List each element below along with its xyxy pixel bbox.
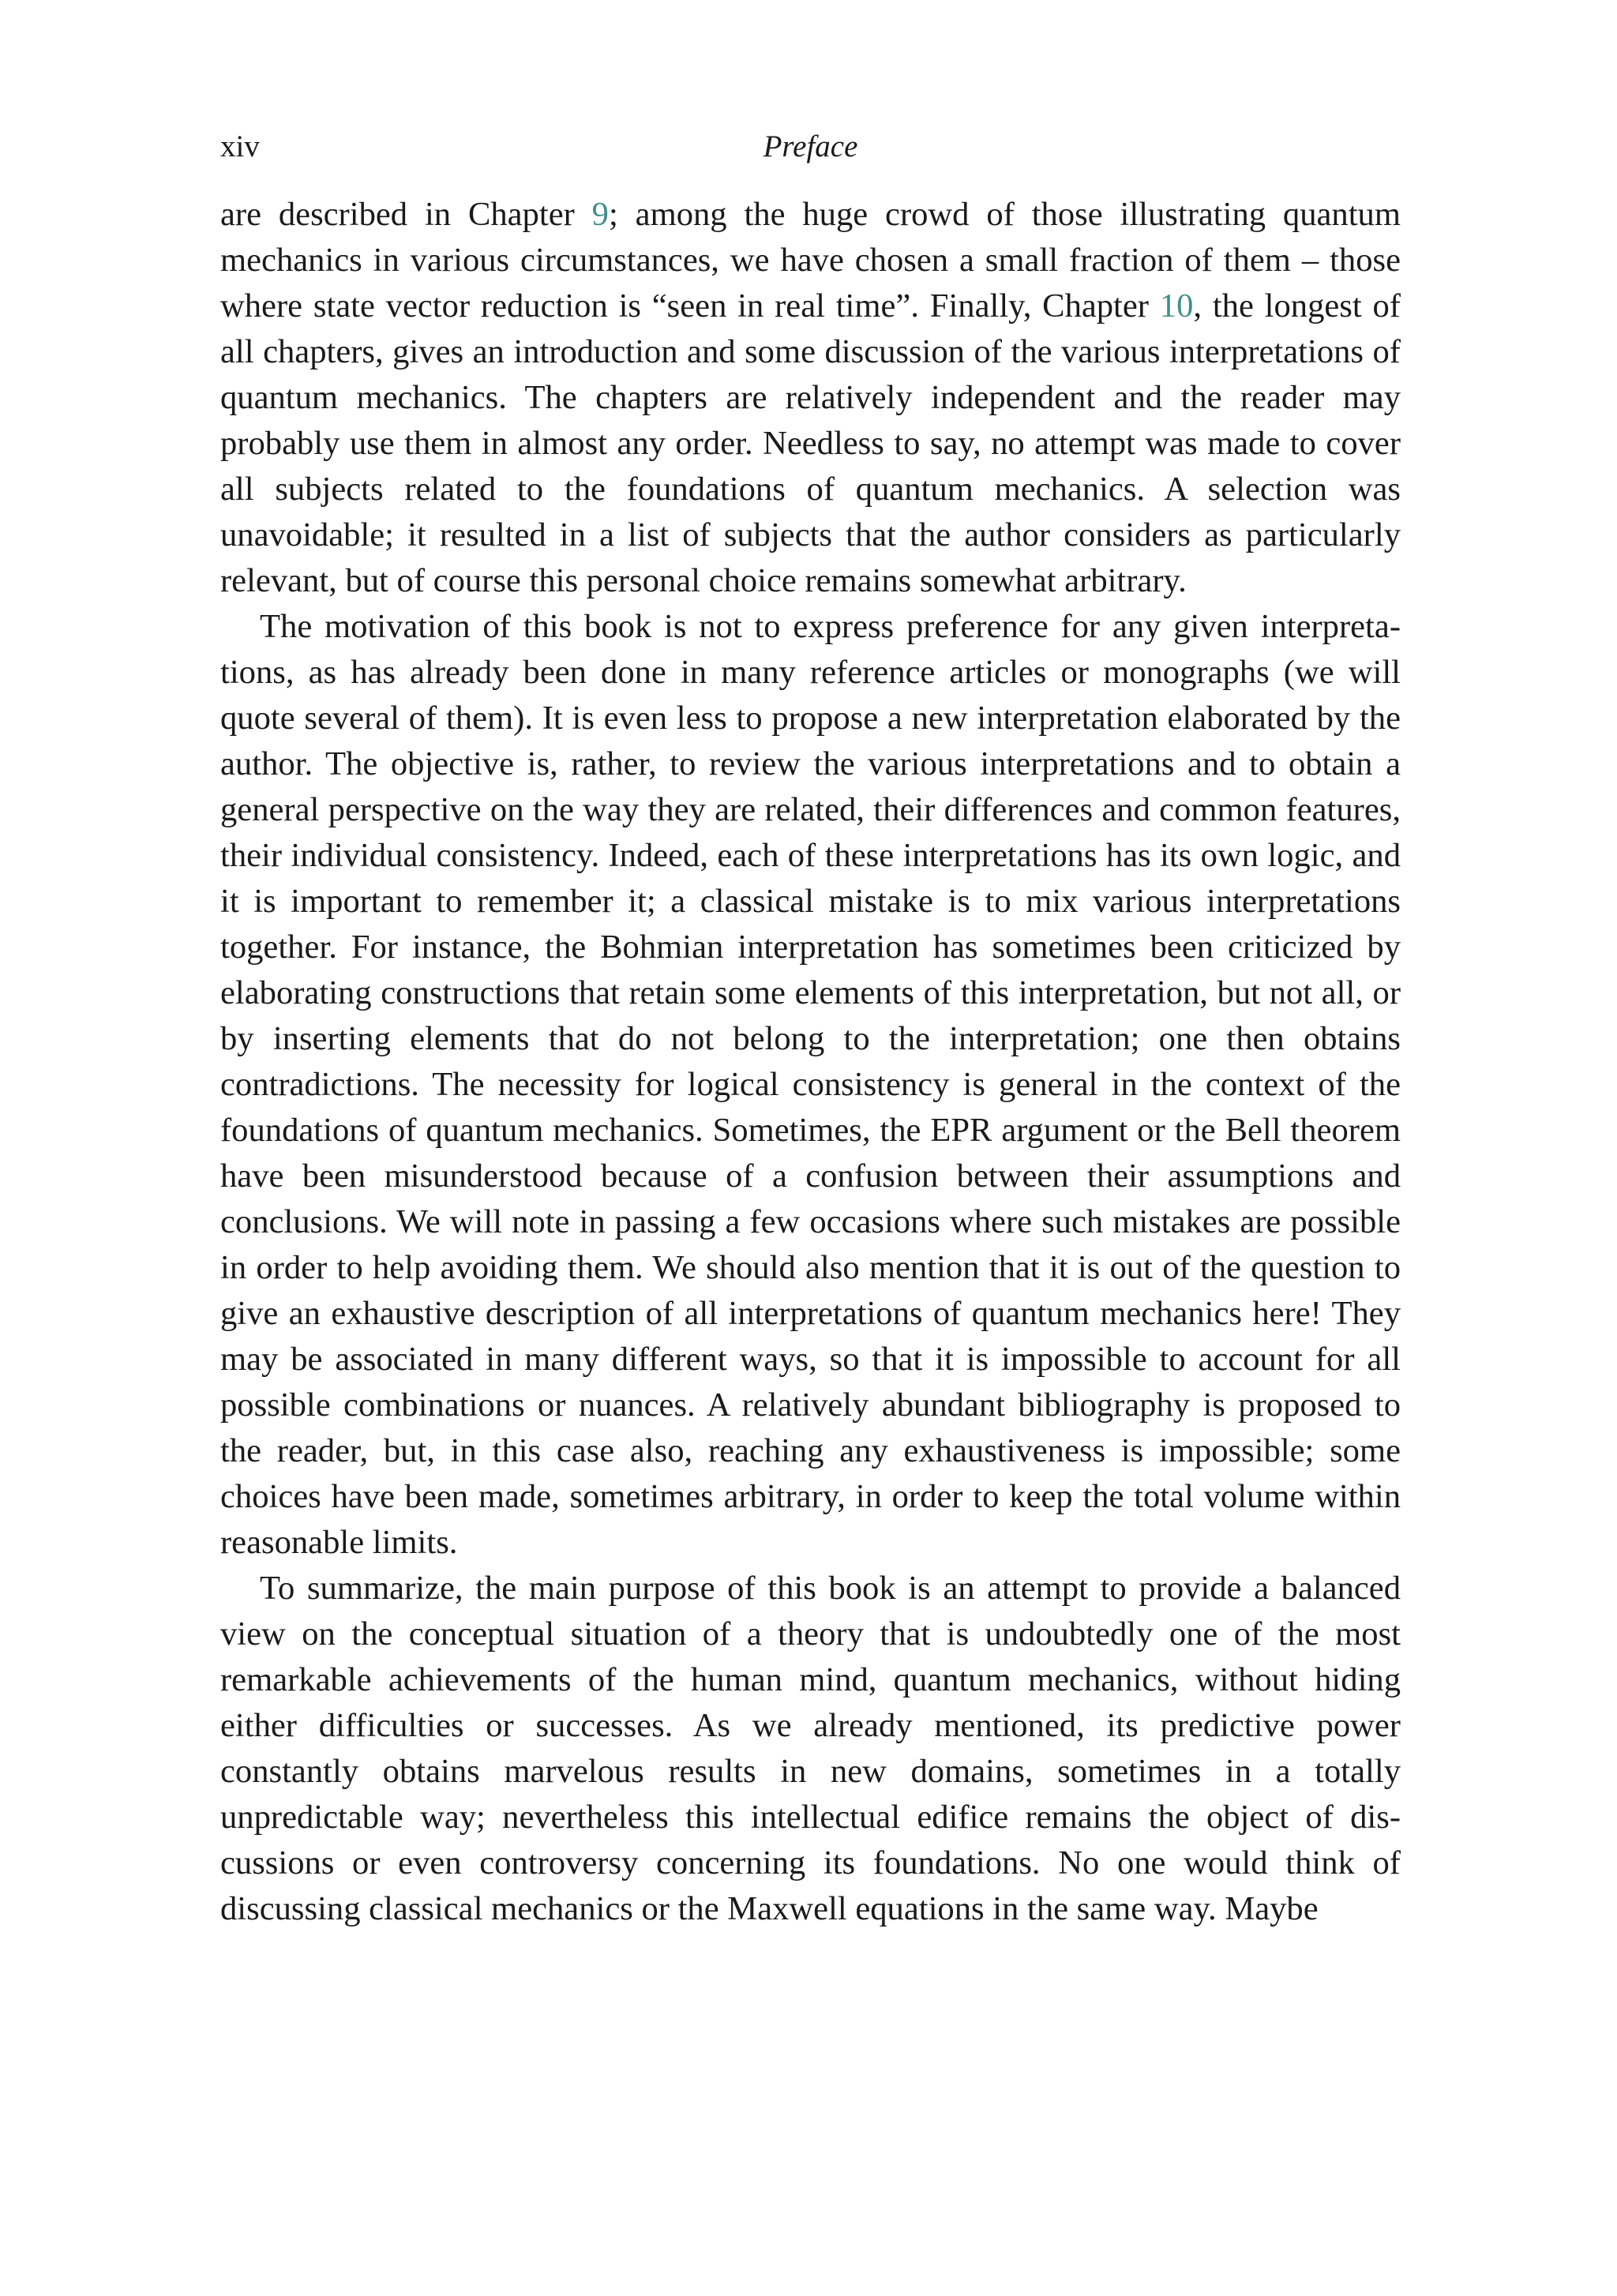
text-run: ; among the huge crowd of those illustrating quantum mechanics in various circumstances, we have chosen a small fraction of them – those where state vector reduction is “seen in real time”. Finally, Chapter — [220, 196, 1401, 325]
text-run: , the longest of all chapters, gives an introduction and some discussion of the various interpretations of quantum mechanics. The chapters are relatively independent and the reader may probably use them in almost any order. Needless to say, no attempt was made to cover all subjects related to the foundations of quantum mechanics. A selection was unavoidable; it resulted in a list of subjects that the author considers as particularly relevant, but of course this personal choice remains somewhat arbitrary. — [220, 287, 1401, 599]
running-title: Preface — [763, 129, 858, 163]
text-run: To summarize, the main purpose of this book is an attempt to provide a balanced view on the conceptual situation of a theory that is undoubtedly one of the most remarkable achievements of the human mind, quantum mechanics, without hiding either difficulties or successes. As we already mentioned, its predictive power constantly obtains marvelous results in new domains, sometimes in a totally unpredictable way; nevertheless this intellectual edifice remains the object of discussions or even controversy concerning its foundations. No one would think of discussing classical mechanics or the Maxwell equations in the same way. Maybe — [220, 1570, 1401, 1927]
text-run: are described in Chapter — [220, 196, 592, 233]
page-number: xiv — [220, 129, 260, 163]
paragraph — [220, 1566, 1401, 1932]
text-run: The motivation of this book is not to express preference for any given interpretations, as has already been done in many reference articles or monographs (we will quote several of them). It is even less to propose a new interpretation elaborated by the author. The objective is, rather, to review the various interpretations and to obtain a general perspective on the way they are related, their differences and common features, their individual consistency. Indeed, each of these interpretations has its own logic, and it is important to remember it; a classical mistake is to mix various interpretations together. For instance, the Bohmian interpretation has sometimes been criticized by elaborating constructions that retain some elements of this interpretation, but not all, or by inserting elements that do not belong to the interpretation; one then obtains contradictions. The necessity for logical consistency is general in the context of the foundations of quantum mechanics. Sometimes, the EPR argument or the Bell theorem have been misunderstood because of a confusion between their assumptions and conclusions. We will note in passing a few occasions where such mistakes are possible in order to help avoiding them. We should also mention that it is out of the question to give an exhaustive description of all interpretations of quantum mechanics here! They may be associated in many different ways, so that it is impossible to account for all possible combinations or nuances. A relatively abundant bibliography is proposed to the reader, but, in this case also, reaching any exhaustiveness is impossible; some choices have been made, sometimes arbitrary, in order to keep the total volume within reasonable limits. — [220, 608, 1401, 1561]
running-head — [220, 125, 1401, 169]
paragraph — [220, 192, 1401, 604]
paragraph — [220, 604, 1401, 1566]
chapter-link[interactable]: 10 — [1159, 287, 1194, 325]
chapter-link[interactable]: 9 — [591, 196, 609, 233]
body-text — [220, 192, 1401, 1932]
